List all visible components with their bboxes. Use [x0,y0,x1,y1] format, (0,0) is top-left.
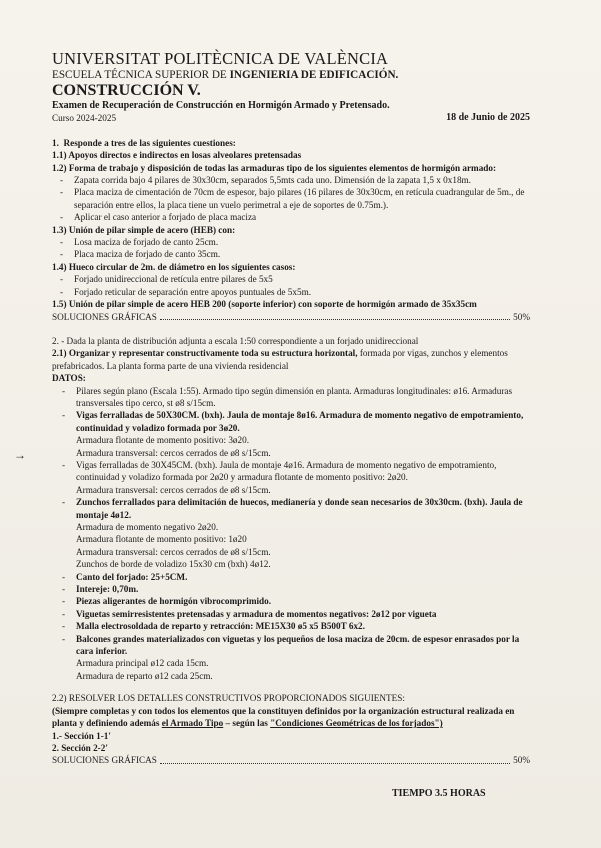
exam-content [52,50,530,767]
dato-subitem: Armadura transversal: cercos cerrados de ø8 s/15cm. [76,546,271,557]
dato-item: - Malla electrosoldada de reparto y retracción: ME15X30 ø5 x5 B500T 6x2. [62,621,365,632]
section-item: 2. Sección 2-2' [52,742,108,753]
exam-date: 18 de Junio de 2025 [446,112,530,124]
dato-item: - Zunchos ferrallados para delimitación de huecos, medianería y donde sean necesarios de 30x30cm. (bxh). Jaula de montaje 4ø12. [62,497,523,520]
q2-2: 2.2) RESOLVER LOS DETALLES CONSTRUCTIVOS PROPORCIONADOS SIGUIENTES: (Siempre completas y con todos los elementos que la constituyen definidos por la organización estructural realizada en planta y definiendo además el Armado Tipo – según las "Condiciones Geométricas de los forjados") [52,693,515,729]
dato-item: - Vigas ferralladas de 30X45CM. (bxh). Jaula de montaje 4ø16. Armadura de momento negativo de empotramiento, continuidad y voladizo formada por 2ø20 y armadura flotante de momento positivo: 2ø20. [62,459,497,483]
q1-intro: 1. Responde a tres de las siguientes cuestiones: [52,137,236,148]
exam-time: TIEMPO 3.5 HORAS [392,788,486,799]
dato-subitem: Armadura flotante de momento positivo: 3ø20. [76,435,249,446]
q1-2: 1.2) Forma de trabajo y disposición de todas las armaduras tipo de los siguientes elementos de hormigón armado: [52,162,497,173]
dato-subitem: Armadura de reparto ø12 cada 25cm. [76,670,213,681]
q1-2-item: - Zapata corrida bajo 4 pilares de 30x30cm, separados 5,5mts cada uno. Dimensión de la zapata 1,5 x 0x18m. [52,174,530,186]
dato-item: - Pilares según plano (Escala 1:55). Armado tipo según dimensión en planta. Armaduras longitudinales: ø16. Armaduras transversales tipo cerco, st ø8 s/15cm. [62,385,513,408]
q2-1: 2.1) Organizar y representar constructivamente toda su estructura horizontal, formada por vigas, zunchos y elementos prefabricados. La planta forma parte de una vivienda residencial [52,348,508,371]
q2-solutions-line: SOLUCIONES GRÁFICAS 50% [52,755,530,766]
dotted-fill [160,754,510,763]
year-date-row [52,112,530,124]
question-1 [52,137,530,323]
dato-item: - Vigas ferralladas de 50X30CM. (bxh). Jaula de montaje 8ø16. Armadura de momento negativo de empotramiento, continuidad y voladizo formada por 3ø20. [62,410,524,433]
dato-subitem: Zunchos de borde de voladizo 15x30 cm (bxh) 4ø12. [76,559,271,570]
q1-2-item: - Placa maciza de cimentación de 70cm de espesor, bajo pilares (16 pilares de 30x30cm, en retícula cuadrangular de 5m., de separación entre ellos, la placa tiene un vuelo perimetral a eje de soportes de 0.75m.). [52,186,530,211]
course-year: Curso 2024-2025 [52,113,117,124]
dato-item: - Piezas aligerantes de hormigón vibrocomprimido. [62,596,272,607]
q1-1: 1.1) Apoyos directos e indirectos en losas alveolares pretensadas [52,150,302,161]
q1-4: 1.4) Hueco circular de 2m. de diámetro en los siguientes casos: [52,261,296,272]
q1-3: 1.3) Unión de pilar simple de acero (HEB) con: [52,224,236,235]
dato-subitem: Armadura de momento negativo 2ø20. [76,522,219,532]
q1-4-item: - Forjado reticular de separación entre apoyos puntuales de 5x5m. [52,286,530,298]
datos-label: DATOS: [52,373,86,384]
q1-2-item: - Aplicar el caso anterior a forjado de placa maciza [52,211,530,223]
dato-subitem: Armadura principal ø12 cada 15cm. [76,658,209,669]
dato-subitem: Armadura flotante de momento positivo: 1ø20 [76,534,247,545]
dato-item: - Intereje: 0,70m. [62,584,139,595]
dato-item: - Balcones grandes materializados con viguetas y los pequeños de losa maciza de 20cm. de espesor enrasados por la cara inferior. [62,633,520,657]
q1-3-item: - Losa maciza de forjado de canto 25cm. [52,236,530,248]
dato-item: - Viguetas semirresistentes pretensadas y armadura de momentos negativos: 2ø12 por vigueta [62,608,437,619]
school-line: ESCUELA TÉCNICA SUPERIOR DE INGENIERIA DE EDIFICACIÓN. [52,69,399,81]
course-title: CONSTRUCCIÓN V. [52,82,201,99]
q1-4-item: - Forjado unidireccional de retícula entre pilares de 5x5 [52,273,530,285]
q1-solutions-line: SOLUCIONES GRÁFICAS 50% [52,311,530,322]
q2-intro: 2. - Dada la planta de distribución adjunta a escala 1:50 correspondiente a un forjado unidireccional [52,335,419,346]
section-item: 1.- Sección 1-1' [52,730,111,741]
university-name: UNIVERSITAT POLITÈCNICA DE VALÈNCIA [52,49,389,68]
exam-title: Examen de Recuperación de Construcción en Hormigón Armado y Pretensado. [52,100,390,111]
dato-item: - Canto del forjado: 25+5CM. [62,571,188,582]
question-2 [52,335,530,767]
q1-5: 1.5) Unión de pilar simple de acero HEB 200 (soporte inferior) con soporte de hormigón armado de 35x35cm [52,299,477,310]
dato-subitem: Armadura transversal: cercos cerrados de ø8 s/15cm. [76,447,271,458]
q1-3-item: - Placa maciza de forjado de canto 35cm. [52,248,530,260]
dato-subitem: Armadura transversal: cercos cerrados de ø8 s/15cm. [76,484,271,495]
dotted-fill [160,311,510,320]
arrow-icon: → [14,448,26,462]
